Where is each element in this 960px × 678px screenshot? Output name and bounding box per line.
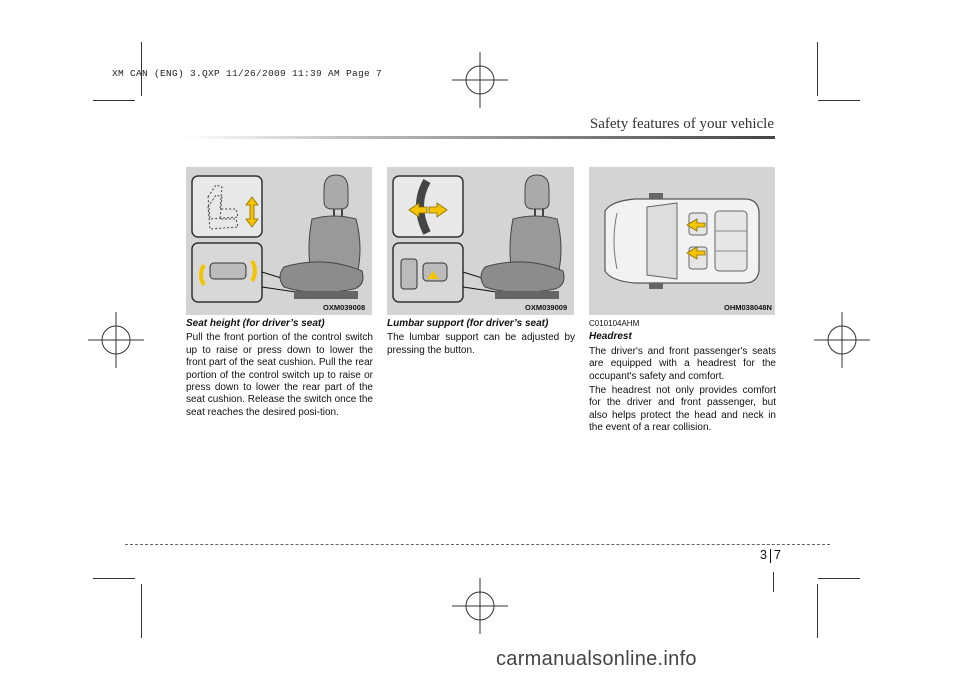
watermark: carmanualsonline.info bbox=[496, 648, 697, 670]
seat-height-body: Pull the front portion of the control switch up to raise or press down to lower the front part of the seat cushion. Pull the rear portion of the control switch up to raise or press down to lower the rear part of the seat cushion. Release the switch once the seat reaches the desired posi-tion. bbox=[186, 332, 373, 418]
print-slug: XM CAN (ENG) 3.QXP 11/26/2009 11:39 AM Page 7 bbox=[112, 68, 383, 79]
headrest-body-1: The driver's and front passenger's seats are equipped with a headrest for the occupant's safety and comfort. bbox=[589, 345, 776, 382]
figure-headrest bbox=[589, 167, 775, 315]
header-rule bbox=[183, 136, 775, 139]
headrest-section-code: C010104AHM bbox=[589, 319, 640, 328]
registration-mark-right bbox=[814, 312, 870, 368]
lumbar-body: The lumbar support can be adjusted by pressing the button. bbox=[387, 332, 575, 356]
page-number-separator bbox=[770, 549, 771, 563]
figure-code-2: OXM039009 bbox=[525, 303, 568, 312]
lumbar-support-illustration-icon bbox=[387, 167, 574, 315]
headrest-body-2: The headrest not only provides comfort for the driver and front passenger, but also helps protect the head and neck in the event of a rear collision. bbox=[589, 385, 776, 434]
footer-rule bbox=[125, 544, 830, 545]
page-number-value: 7 bbox=[773, 548, 781, 562]
figure-seat-height bbox=[186, 167, 372, 315]
page-number bbox=[760, 548, 781, 563]
figure-code-1: OXM039008 bbox=[323, 303, 366, 312]
seat-height-illustration-icon bbox=[186, 167, 372, 315]
lumbar-title: Lumbar support (for driver’s seat) bbox=[387, 318, 549, 329]
registration-mark-left bbox=[88, 312, 144, 368]
column-seat-height bbox=[186, 318, 373, 421]
chapter-number: 3 bbox=[760, 548, 767, 562]
column-lumbar-support bbox=[387, 318, 575, 359]
page-header-title: Safety features of your vehicle bbox=[589, 116, 774, 132]
seat-height-title: Seat height (for driver’s seat) bbox=[186, 318, 325, 329]
headrest-title: Headrest bbox=[589, 331, 632, 343]
figure-code-3: OHM038048N bbox=[724, 303, 772, 312]
registration-mark-bottom bbox=[452, 578, 508, 634]
figure-lumbar-support bbox=[387, 167, 574, 315]
column-headrest bbox=[589, 318, 776, 437]
registration-mark-top bbox=[452, 52, 508, 108]
headrest-vehicle-illustration-icon bbox=[589, 167, 775, 315]
